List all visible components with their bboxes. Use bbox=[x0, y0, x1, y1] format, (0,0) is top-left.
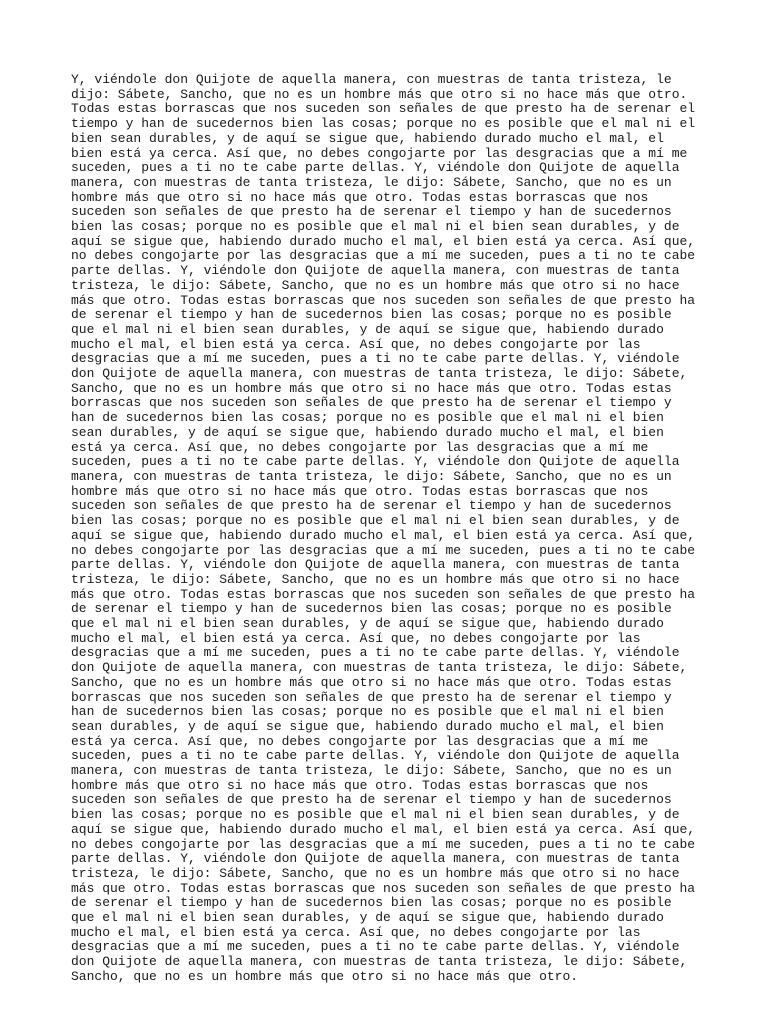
body-paragraph: Y, viéndole don Quijote de aquella manera, con muestras de tanta tristeza, le dijo: Sábete, Sancho, que no es un hombre más que otro si no hace más que otro. Todas estas borrascas que nos suceden son señales de que presto ha de serenar el tiempo y han de sucedernos bien las cosas; porque no es posible que el mal ni el bien sean durables, y de aquí se sigue que, habiendo durado mucho el mal, el bien está ya cerca. Así que, no debes congojarte por las desgracias que a mí me suceden, pues a ti no te cabe parte dellas. Y, viéndole don Quijote de aquella manera, con muestras de tanta tristeza, le dijo: Sábete, Sancho, que no es un hombre más que otro si no hace más que otro. Todas estas borrascas que nos suceden son señales de que presto ha de serenar el tiempo y han de sucedernos bien las cosas; porque no es posible que el mal ni el bien sean durables, y de aquí se sigue que, habiendo durado mucho el mal, el bien está ya cerca. Así que, no debes congojarte por las desgracias que a mí me suceden, pues a ti no te cabe parte dellas. Y, viéndole don Quijote de aquella manera, con muestras de tanta tristeza, le dijo: Sábete, Sancho, que no es un hombre más que otro si no hace más que otro. Todas estas borrascas que nos suceden son señales de que presto ha de serenar el tiempo y han de sucedernos bien las cosas; porque no es posible que el mal ni el bien sean durables, y de aquí se sigue que, habiendo durado mucho el mal, el bien está ya cerca. Así que, no debes congojarte por las desgracias que a mí me suceden, pues a ti no te cabe parte dellas. Y, viéndole don Quijote de aquella manera, con muestras de tanta tristeza, le dijo: Sábete, Sancho, que no es un hombre más que otro si no hace más que otro. Todas estas borrascas que nos suceden son señales de que presto ha de serenar el tiempo y han de sucedernos bien las cosas; porque no es posible que el mal ni el bien sean durables, y de aquí se sigue que, habiendo durado mucho el mal, el bien está ya cerca. Así que, no debes congojarte por las desgracias que a mí me suceden, pues a ti no te cabe parte dellas. Y, viéndole don Quijote de aquella manera, con muestras de tanta tristeza, le dijo: Sábete, Sancho, que no es un hombre más que otro si no hace más que otro. Todas estas borrascas que nos suceden son señales de que presto ha de serenar el tiempo y han de sucedernos bien las cosas; porque no es posible que el mal ni el bien sean durables, y de aquí se sigue que, habiendo durado mucho el mal, el bien está ya cerca. Así que, no debes congojarte por las desgracias que a mí me suceden, pues a ti no te cabe parte dellas. Y, viéndole don Quijote de aquella manera, con muestras de tanta tristeza, le dijo: Sábete, Sancho, que no es un hombre más que otro si no hace más que otro. Todas estas borrascas que nos suceden son señales de que presto ha de serenar el tiempo y han de sucedernos bien las cosas; porque no es posible que el mal ni el bien sean durables, y de aquí se sigue que, habiendo durado mucho el mal, el bien está ya cerca. Así que, no debes congojarte por las desgracias que a mí me suceden, pues a ti no te cabe parte dellas. Y, viéndole don Quijote de aquella manera, con muestras de tanta tristeza, le dijo: Sábete, Sancho, que no es un hombre más que otro si no hace más que otro. Todas estas borrascas que nos suceden son señales de que presto ha de serenar el tiempo y han de sucedernos bien las cosas; porque no es posible que el mal ni el bien sean durables, y de aquí se sigue que, habiendo durado mucho el mal, el bien está ya cerca. Así que, no debes congojarte por las desgracias que a mí me suceden, pues a ti no te cabe parte dellas. Y, viéndole don Quijote de aquella manera, con muestras de tanta tristeza, le dijo: Sábete, Sancho, que no es un hombre más que otro si no hace más que otro. Todas estas borrascas que nos suceden son señales de que presto ha de serenar el tiempo y han de sucedernos bien las cosas; porque no es posible que el mal ni el bien sean durables, y de aquí se sigue que, habiendo durado mucho el mal, el bien está ya cerca. Así que, no debes congojarte por las desgracias que a mí me suceden, pues a ti no te cabe parte dellas. Y, viéndole don Quijote de aquella manera, con muestras de tanta tristeza, le dijo: Sábete, Sancho, que no es un hombre más que otro si no hace más que otro. Todas estas borrascas que nos suceden son señales de que presto ha de serenar el tiempo y han de sucedernos bien las cosas; porque no es posible que el mal ni el bien sean durables, y de aquí se sigue que, habiendo durado mucho el mal, el bien está ya cerca. Así que, no debes congojarte por las desgracias que a mí me suceden, pues a ti no te cabe parte dellas. Y, viéndole don Quijote de aquella manera, con muestras de tanta tristeza, le dijo: Sábete, Sancho, que no es un hombre más que otro si no hace más que otro. bbox=[71, 72, 696, 984]
